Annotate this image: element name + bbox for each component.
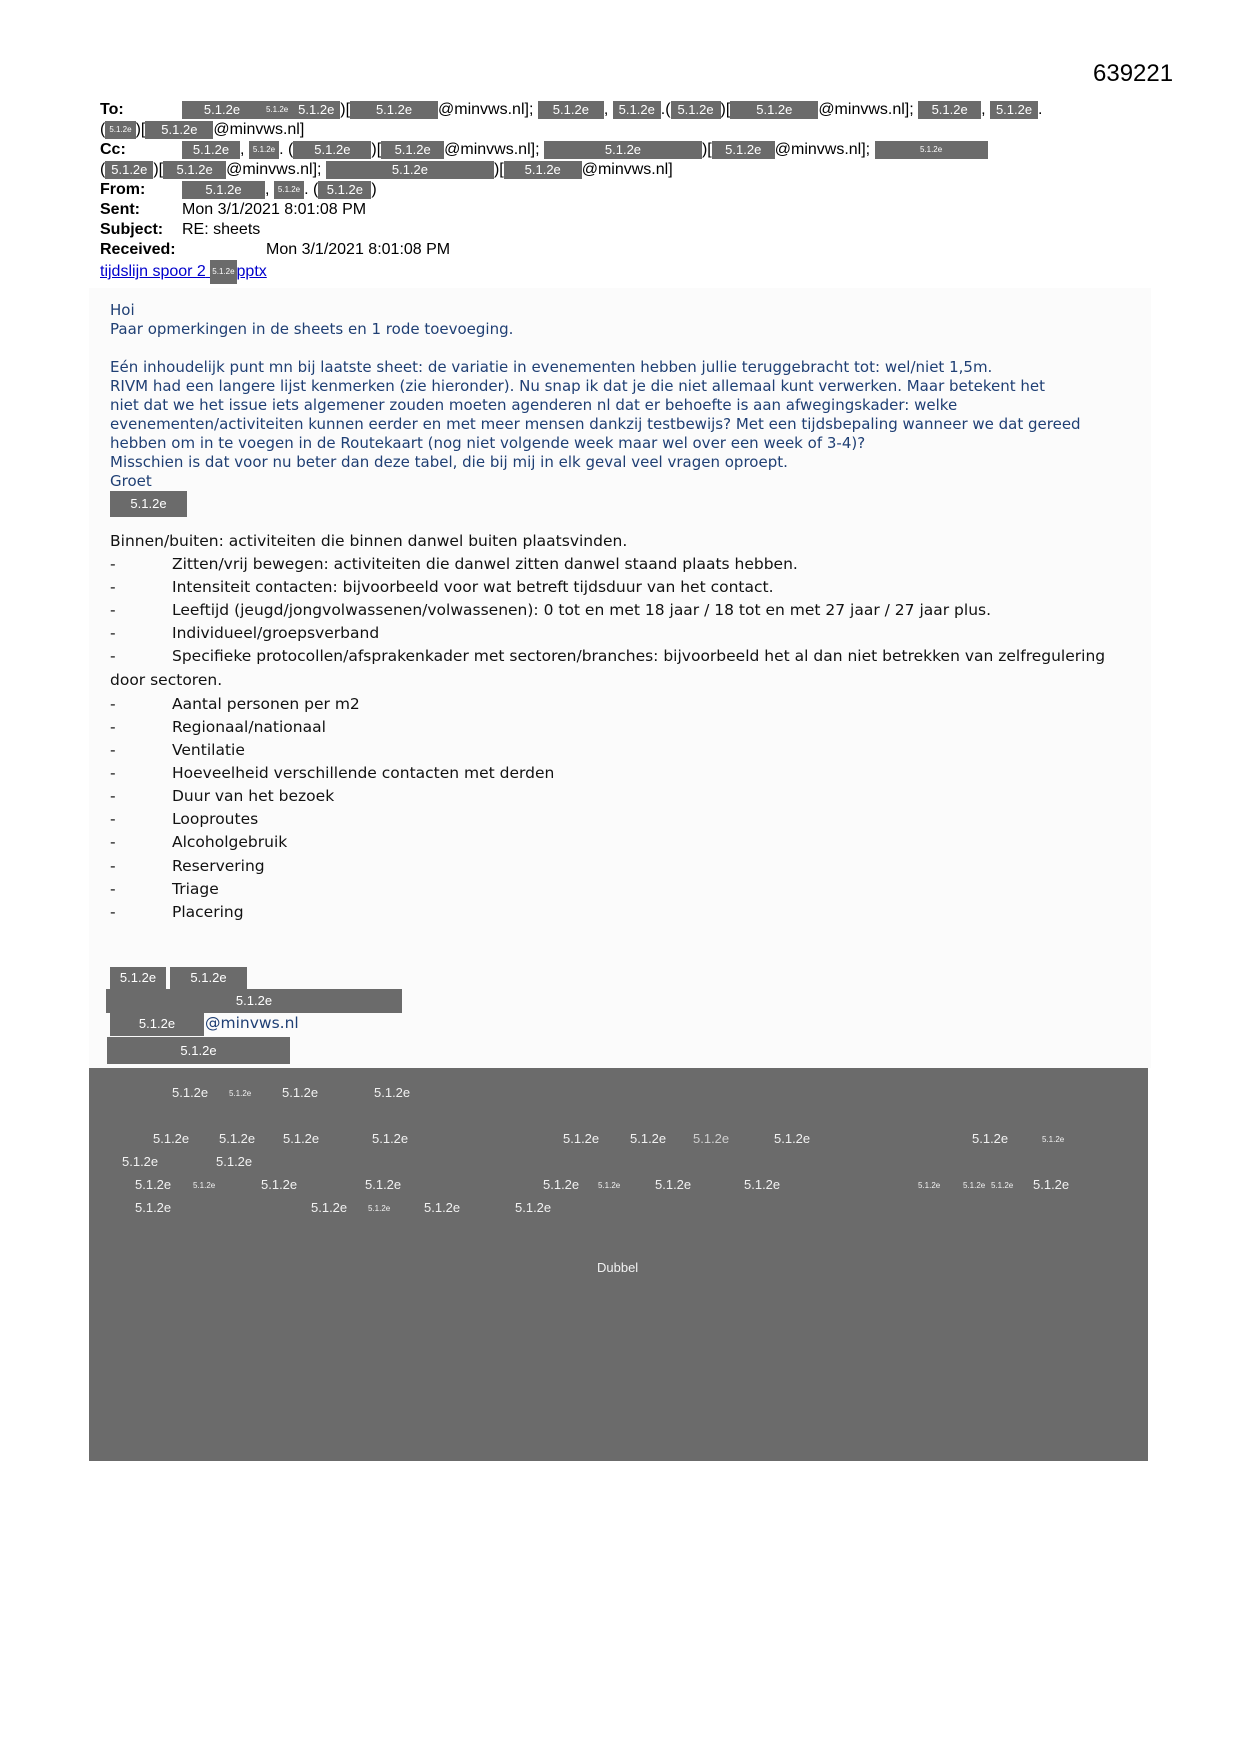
email-domain: @minvws.nl] (581, 161, 673, 178)
redaction: 5.1.2e (424, 1200, 461, 1215)
redaction: 5.1.2e (1042, 1135, 1065, 1144)
list-item: Individueel/groepsverband (172, 624, 380, 642)
list-dash: - (110, 647, 116, 665)
greeting: Hoi (110, 301, 135, 319)
document-number: 639221 (1093, 60, 1174, 87)
redaction: 5.1.2e (918, 101, 981, 119)
redaction: 5.1.2e (153, 1131, 190, 1146)
received-label: Received: (100, 241, 176, 258)
redaction: 5.1.2e (318, 181, 371, 199)
redaction: 5.1.2e (293, 141, 371, 159)
list-dash: - (110, 695, 116, 713)
redaction: 5.1.2e (693, 1131, 730, 1146)
cc-row: Cc: 5.1.2e , 5.1.2e . ( 5.1.2e )[ 5.1.2e @minvws.nl]; 5.1.2e )[ 5.1.2e @minvws.nl]; 5.1.2e (100, 140, 988, 160)
email-domain: @minvws.nl]; (226, 161, 322, 178)
email-domain: @minvws.nl]; (774, 141, 871, 158)
from-label: From: (100, 181, 146, 198)
redaction: 5.1.2e (613, 101, 661, 119)
list-dash: - (110, 578, 116, 596)
redaction: 5.1.2e (350, 101, 438, 119)
redaction: 5.1.2e (163, 161, 226, 179)
redaction: 5.1.2e (182, 141, 240, 159)
list-item: Reservering (172, 857, 265, 875)
received-row (100, 240, 450, 260)
redaction: 5.1.2e (283, 1131, 320, 1146)
redaction: 5.1.2e (107, 1037, 290, 1064)
body-line: niet dat we het issue iets algemener zouden moeten agenderen nl dat er behoefte is aan afwegingskader: welke (110, 396, 958, 414)
redaction: 5.1.2e (543, 1177, 580, 1192)
redaction: 5.1.2e (563, 1131, 600, 1146)
redaction: 5.1.2e (655, 1177, 692, 1192)
redaction: 5.1.2e (730, 101, 818, 119)
redaction: 5.1.2e (262, 101, 292, 119)
list-dash: - (110, 718, 116, 736)
redaction: 5.1.2e (135, 1177, 172, 1192)
list-dash: - (110, 764, 116, 782)
list-item: Alcoholgebruik (172, 833, 288, 851)
closing: Groet (110, 472, 152, 490)
attachment-name: tijdslijn spoor 2 (100, 263, 206, 281)
body-line: evenementen/activiteiten kunnen eerder en met meer mensen dankzij testbewijs? Met een tijdsbepaling wanneer we dat gereed (110, 415, 1081, 433)
list-dash: - (110, 880, 116, 898)
body-line: Eén inhoudelijk punt mn bij laatste sheet: de variatie in evenementen hebben jullie teruggebracht tot: wel/niet 1,5m. (110, 358, 993, 376)
list-item: Hoeveelheid verschillende contacten met derden (172, 764, 555, 782)
redaction: 5.1.2e (372, 1131, 409, 1146)
redaction: 5.1.2e (1033, 1177, 1070, 1192)
body-line: hebben om in te voegen in de Routekaart (nog niet volgende week maar wel over een week of 3-4)? (110, 434, 866, 452)
list-item: Intensiteit contacten: bijvoorbeeld voor wat betreft tijdsduur van het contact. (172, 578, 774, 596)
list-item: Placering (172, 903, 244, 921)
body-line: Misschien is dat voor nu beter dan deze tabel, die bij mij in elk geval veel vragen oproept. (110, 453, 788, 471)
list-continuation: door sectoren. (110, 671, 223, 689)
list-item: Ventilatie (172, 741, 245, 759)
redaction: 5.1.2e (598, 1181, 621, 1190)
redaction: 5.1.2e (671, 101, 721, 119)
from-row: From: 5.1.2e , 5.1.2e . ( 5.1.2e ) (100, 181, 377, 198)
redaction: 5.1.2e (381, 141, 444, 159)
redaction: 5.1.2e (918, 1181, 941, 1190)
list-intro: Binnen/buiten: activiteiten die binnen danwel buiten plaatsvinden. (110, 532, 628, 550)
redaction: 5.1.2e (216, 1154, 253, 1169)
redaction: 5.1.2e (249, 141, 279, 159)
sent-label: Sent: (100, 201, 140, 218)
to-row: To: 5.1.2e 5.1.2e 5.1.2e )[ 5.1.2e @minvws.nl]; 5.1.2e , 5.1.2e .( 5.1.2e )[ 5.1.2e @minvws.nl]; 5.1.2e , 5.1.2e . (100, 101, 1043, 118)
list-dash: - (110, 833, 116, 851)
redaction: 5.1.2e (963, 1181, 986, 1190)
redaction: 5.1.2e (261, 1177, 298, 1192)
redaction: 5.1.2e (972, 1131, 1009, 1146)
redaction: 5.1.2e (282, 1085, 319, 1100)
received-value: Mon 3/1/2021 8:01:08 PM (266, 241, 451, 258)
list-dash: - (110, 555, 116, 573)
email-domain: @minvws.nl]; (818, 101, 914, 118)
redaction: 5.1.2e (182, 101, 262, 119)
email-domain: @minvws.nl] (213, 121, 305, 138)
list-dash: - (110, 624, 116, 642)
redaction: 5.1.2e (538, 101, 604, 119)
subject-row (100, 220, 260, 240)
body-line: Paar opmerkingen in de sheets en 1 rode toevoeging. (110, 320, 514, 338)
body-line: RIVM had een langere lijst kenmerken (zie hieronder). Nu snap ik dat je die niet allemaal kunt verwerken. Maar betekent het (110, 377, 1046, 395)
list-dash: - (110, 741, 116, 759)
redaction: 5.1.2e (991, 1181, 1014, 1190)
redaction: 5.1.2e (135, 1200, 172, 1215)
list-item: Zitten/vrij bewegen: activiteiten die danwel zitten danwel staand plaats hebben. (172, 555, 798, 573)
redaction: 5.1.2e (744, 1177, 781, 1192)
redaction: 5.1.2e (292, 101, 340, 119)
redacted-block-label: Dubbel (597, 1260, 639, 1275)
list-item: Triage (172, 880, 219, 898)
list-dash: - (110, 857, 116, 875)
redaction: 5.1.2e (110, 491, 187, 517)
sent-value: Mon 3/1/2021 8:01:08 PM (182, 201, 367, 218)
redaction: 5.1.2e (374, 1085, 411, 1100)
to-row-cont: ( 5.1.2e )[ 5.1.2e @minvws.nl] (100, 121, 305, 138)
redaction: 5.1.2e (774, 1131, 811, 1146)
redaction: 5.1.2e (170, 967, 247, 989)
redaction: 5.1.2e (229, 1089, 252, 1098)
redacted-block (89, 1068, 1148, 1461)
email-domain: @minvws.nl]; (444, 141, 540, 158)
redaction: 5.1.2e (990, 101, 1038, 119)
attachment-link[interactable] (100, 260, 267, 284)
email-domain: @minvws.nl]; (438, 101, 534, 118)
to-label: To: (100, 101, 124, 118)
list-dash: - (110, 810, 116, 828)
list-dash: - (110, 601, 116, 619)
redaction: 5.1.2e (172, 1085, 209, 1100)
redaction: 5.1.2e (105, 121, 135, 139)
subject-value: RE: sheets (182, 221, 261, 238)
redaction: 5.1.2e (210, 260, 236, 284)
list-item: Specifieke protocollen/afsprakenkader met sectoren/branches: bijvoorbeeld het al dan niet betrekken van zelfregulering (172, 647, 1106, 665)
redaction: 5.1.2e (122, 1154, 159, 1169)
list-item: Aantal personen per m2 (172, 695, 360, 713)
redaction: 5.1.2e (105, 161, 153, 179)
list-item: Regionaal/nationaal (172, 718, 326, 736)
redaction: 5.1.2e (630, 1131, 667, 1146)
redaction: 5.1.2e (311, 1200, 348, 1215)
sent-row (100, 200, 366, 220)
redaction: 5.1.2e (193, 1181, 216, 1190)
redaction: 5.1.2e (274, 181, 304, 199)
attachment-ext: pptx (236, 263, 267, 281)
redaction: 5.1.2e (875, 141, 988, 159)
redaction: 5.1.2e (712, 141, 775, 159)
redaction: 5.1.2e (182, 181, 265, 199)
signature-email-domain: @minvws.nl (205, 1014, 299, 1032)
redaction: 5.1.2e (110, 1012, 204, 1036)
list-item: Duur van het bezoek (172, 787, 335, 805)
redaction: 5.1.2e (326, 161, 494, 179)
redaction: 5.1.2e (368, 1204, 391, 1213)
redaction: 5.1.2e (219, 1131, 256, 1146)
list-item: Leeftijd (jeugd/jongvolwassenen/volwassenen): 0 tot en met 18 jaar / 18 tot en met 27 jaar / 27 jaar plus. (172, 601, 992, 619)
redaction: 5.1.2e (110, 967, 166, 989)
redaction: 5.1.2e (544, 141, 702, 159)
cc-label: Cc: (100, 141, 126, 158)
redaction: 5.1.2e (145, 121, 213, 139)
redaction: 5.1.2e (515, 1200, 552, 1215)
redaction: 5.1.2e (365, 1177, 402, 1192)
list-item: Looproutes (172, 810, 259, 828)
list-dash: - (110, 903, 116, 921)
redaction: 5.1.2e (106, 989, 402, 1013)
list-dash: - (110, 787, 116, 805)
cc-row-cont: ( 5.1.2e )[ 5.1.2e @minvws.nl]; 5.1.2e )[ 5.1.2e @minvws.nl] (100, 161, 673, 178)
subject-label: Subject: (100, 221, 164, 238)
redaction: 5.1.2e (504, 161, 582, 179)
